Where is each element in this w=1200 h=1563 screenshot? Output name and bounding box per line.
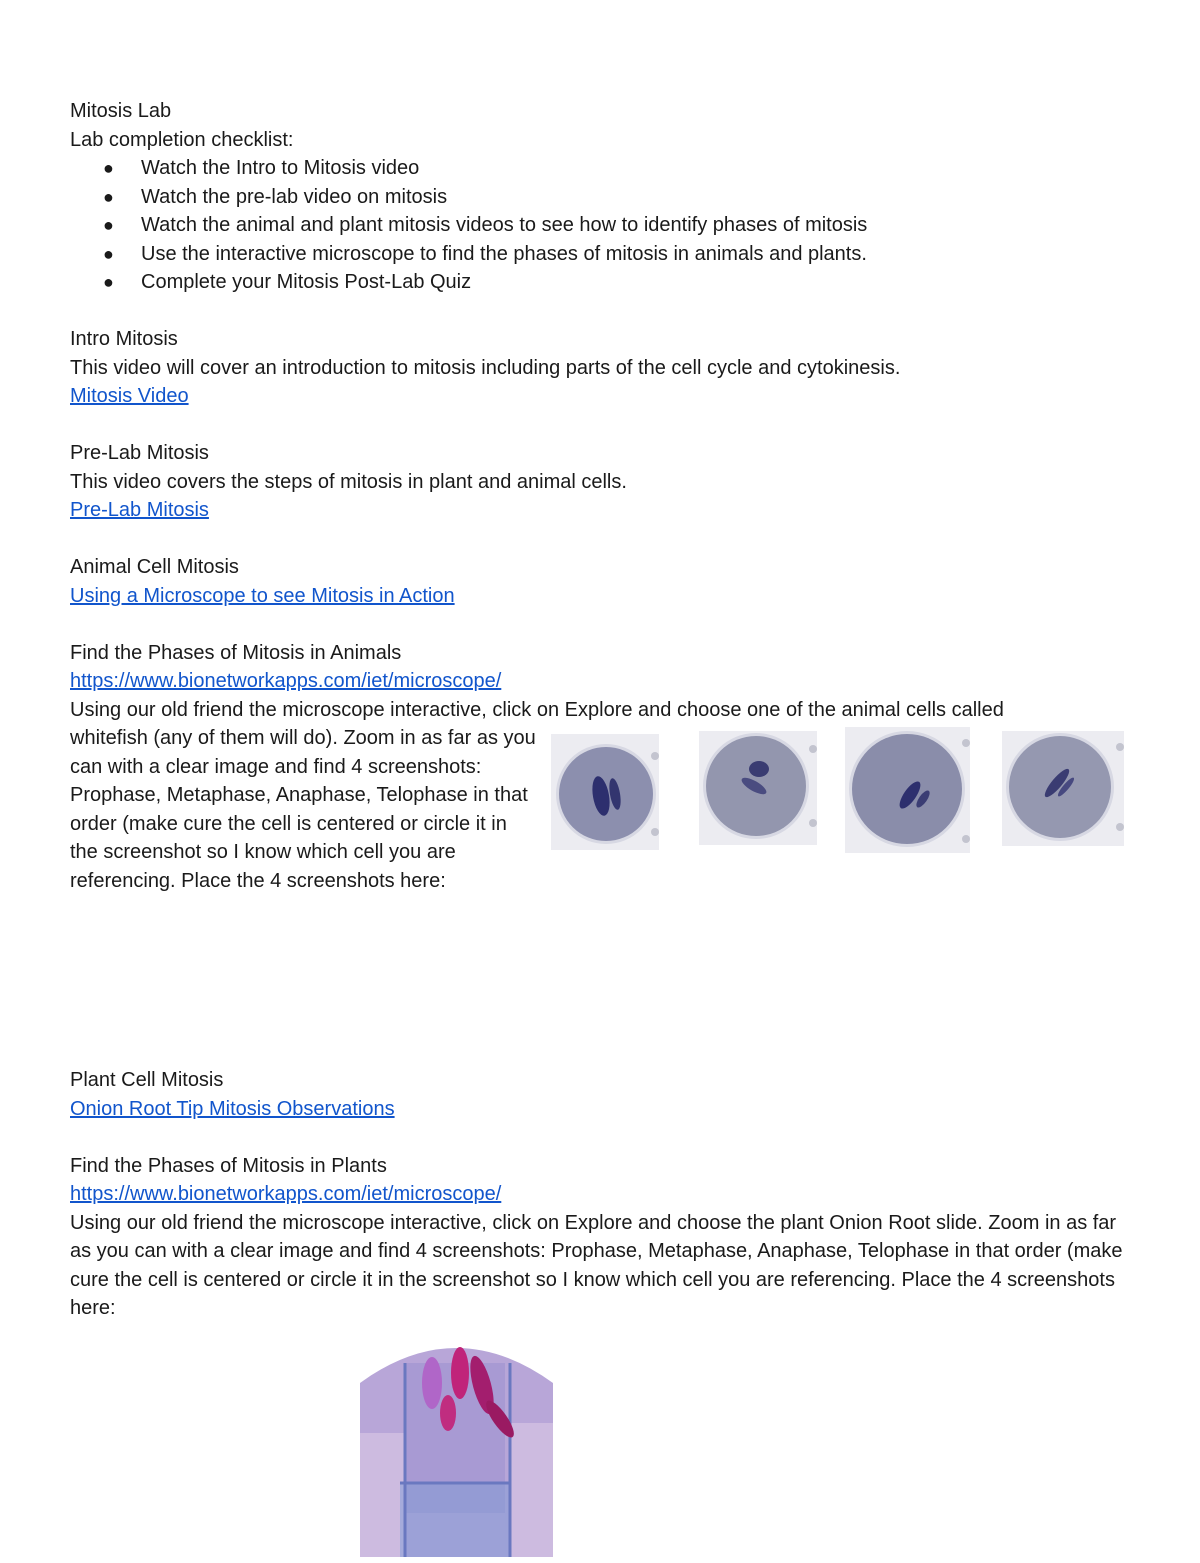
- plant-phases-heading: Find the Phases of Mitosis in Plants: [70, 1154, 387, 1177]
- bullet-icon: ●: [103, 243, 114, 264]
- prelab-heading: Pre-Lab Mitosis: [70, 442, 209, 464]
- prelab-description: This video covers the steps of mitosis in plant and animal cells.: [70, 470, 627, 493]
- animal-screenshot-prophase: [551, 734, 659, 850]
- plant-video-heading: Plant Cell Mitosis: [70, 1069, 224, 1091]
- checklist-heading: Lab completion checklist:: [70, 128, 294, 151]
- intro-description: This video will cover an introduction to mitosis including parts of the cell cycle and cytokinesis.: [70, 356, 901, 379]
- animal-video-heading: Animal Cell Mitosis: [70, 556, 239, 578]
- plant-screenshot-prophase: [360, 1323, 553, 1557]
- bullet-icon: ●: [103, 186, 114, 207]
- prelab-mitosis-link[interactable]: Pre-Lab Mitosis: [70, 499, 209, 521]
- page-title: Mitosis Lab: [70, 100, 172, 122]
- list-item: ● Watch the animal and plant mitosis videos to see how to identify phases of mitosis: [70, 211, 1140, 240]
- bullet-icon: ●: [103, 272, 114, 292]
- animal-screenshot-metaphase: [699, 731, 817, 845]
- animal-screenshot-telophase: [1002, 731, 1124, 846]
- document-page: [70, 97, 1140, 1563]
- microscope-video-link[interactable]: Using a Microscope to see Mitosis in Action: [70, 584, 455, 607]
- list-item: ● Complete your Mitosis Post-Lab Quiz: [70, 268, 1140, 297]
- animal-instructions-line1: Using our old friend the microscope interactive, click on Explore and choose one of the animal cells called: [70, 698, 1004, 721]
- animal-microscope-url-link[interactable]: https://www.bionetworkapps.com/iet/microscope/: [70, 670, 502, 692]
- list-item: ● Watch the Intro to Mitosis video: [70, 154, 1140, 183]
- bullet-icon: ●: [103, 215, 114, 235]
- checklist: [70, 154, 1140, 297]
- plant-instructions: Using our old friend the microscope interactive, click on Explore and choose the plant Onion Root slide. Zoom in as far as you can with a clear image and find 4 screenshots: Prophase, Metaphase, Anaphase, Telophase in that order (make cure the cell is centered or circle it in the screenshot so I know which cell you are referencing. Place the 4 screenshots here:: [70, 1211, 1123, 1319]
- plant-screenshot-block: [70, 1323, 1140, 1563]
- animal-phases-heading: Find the Phases of Mitosis in Animals: [70, 641, 402, 664]
- animal-screenshot-block: [70, 724, 1140, 952]
- plant-microscope-url-link[interactable]: https://www.bionetworkapps.com/iet/microscope/: [70, 1183, 502, 1205]
- list-item: ● Watch the pre-lab video on mitosis: [70, 183, 1140, 212]
- bullet-icon: ●: [103, 158, 114, 178]
- onion-root-video-link[interactable]: Onion Root Tip Mitosis Observations: [70, 1097, 395, 1120]
- animal-screenshot-anaphase: [845, 727, 970, 853]
- mitosis-video-link[interactable]: Mitosis Video: [70, 385, 189, 407]
- animal-instructions-rest: whitefish (any of them will do). Zoom in as far as you can with a clear image and find 4 screenshots: Prophase, Metaphase, Anaphase, Telophase in that order (make cure the cell is centered or circle it in the screenshot so I know which cell you are referencing. Place the 4 screenshots here:: [70, 727, 536, 892]
- list-item: ● Use the interactive microscope to find the phases of mitosis in animals and plants.: [70, 240, 1140, 269]
- intro-heading: Intro Mitosis: [70, 328, 178, 350]
